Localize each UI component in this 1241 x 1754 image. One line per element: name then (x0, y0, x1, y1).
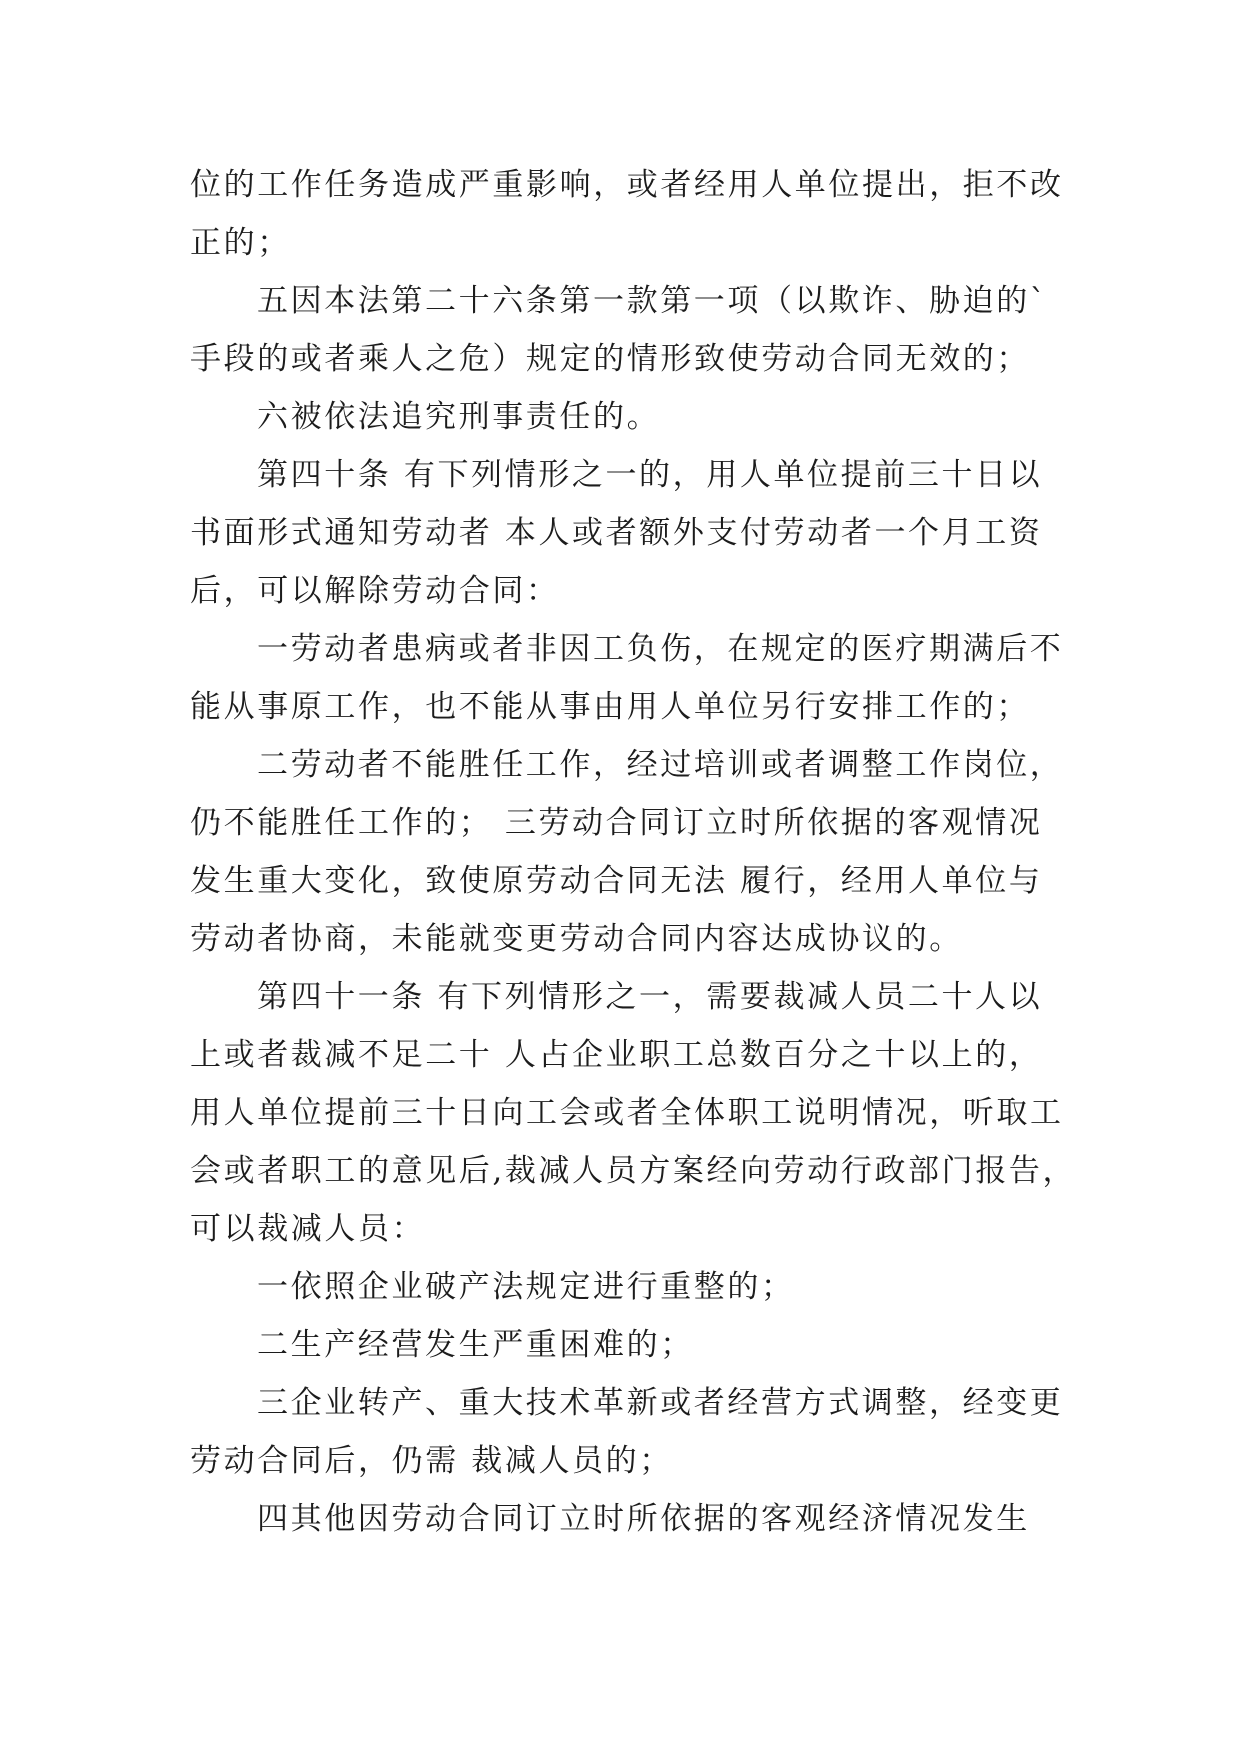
article-41-heading-line: 第四十一条 有下列情形之一，需要裁减人员二十人以 (257, 979, 1043, 1015)
paragraph-start-line: 三企业转产、重大技术革新或者经营方式调整，经变更 (257, 1385, 1064, 1421)
text-line: 用人单位提前三十日向工会或者全体职工说明情况，听取工 (190, 1095, 1064, 1131)
text-line: 位的工作任务造成严重影响，或者经用人单位提出，拒不改 (190, 167, 1064, 203)
text-line: 书面形式通知劳动者 本人或者额外支付劳动者一个月工资 (190, 515, 1043, 551)
text-line: 发生重大变化，致使原劳动合同无法 履行，经用人单位与 (190, 863, 1043, 899)
text-line: 劳动者协商，未能就变更劳动合同内容达成协议的。 (190, 921, 963, 957)
paragraph-start-line: 二劳动者不能胜任工作，经过培训或者调整工作岗位， (257, 747, 1064, 783)
text-line: 上或者裁减不足二十 人占企业职工总数百分之十以上的， (190, 1037, 1043, 1073)
paragraph-start-line: 六被依法追究刑事责任的。 (257, 399, 661, 435)
text-line: 可以裁减人员： (190, 1211, 426, 1247)
text-line: 劳动合同后，仍需 裁减人员的； (190, 1443, 673, 1479)
text-line: 会或者职工的意见后,裁减人员方案经向劳动行政部门报告， (190, 1153, 1077, 1189)
paragraph-start-line: 一依照企业破产法规定进行重整的； (257, 1269, 795, 1305)
text-line: 手段的或者乘人之危）规定的情形致使劳动合同无效的； (190, 341, 1030, 377)
text-line: 仍不能胜任工作的； 三劳动合同订立时所依据的客观情况 (190, 805, 1043, 841)
text-line: 后，可以解除劳动合同： (190, 573, 560, 609)
document-body (190, 156, 1077, 1548)
paragraph-start-line: 五因本法第二十六条第一款第一项（以欺诈、胁迫的` (257, 283, 1048, 319)
text-line: 正的； (190, 225, 291, 261)
paragraph-start-line: 四其他因劳动合同订立时所依据的客观经济情况发生 (257, 1501, 1030, 1537)
text-line: 能从事原工作，也不能从事由用人单位另行安排工作的； (190, 689, 1030, 725)
paragraph-start-line: 一劳动者患病或者非因工负伤，在规定的医疗期满后不 (257, 631, 1064, 667)
paragraph-start-line: 二生产经营发生严重困难的； (257, 1327, 694, 1363)
article-40-heading-line: 第四十条 有下列情形之一的，用人单位提前三十日以 (257, 457, 1043, 493)
